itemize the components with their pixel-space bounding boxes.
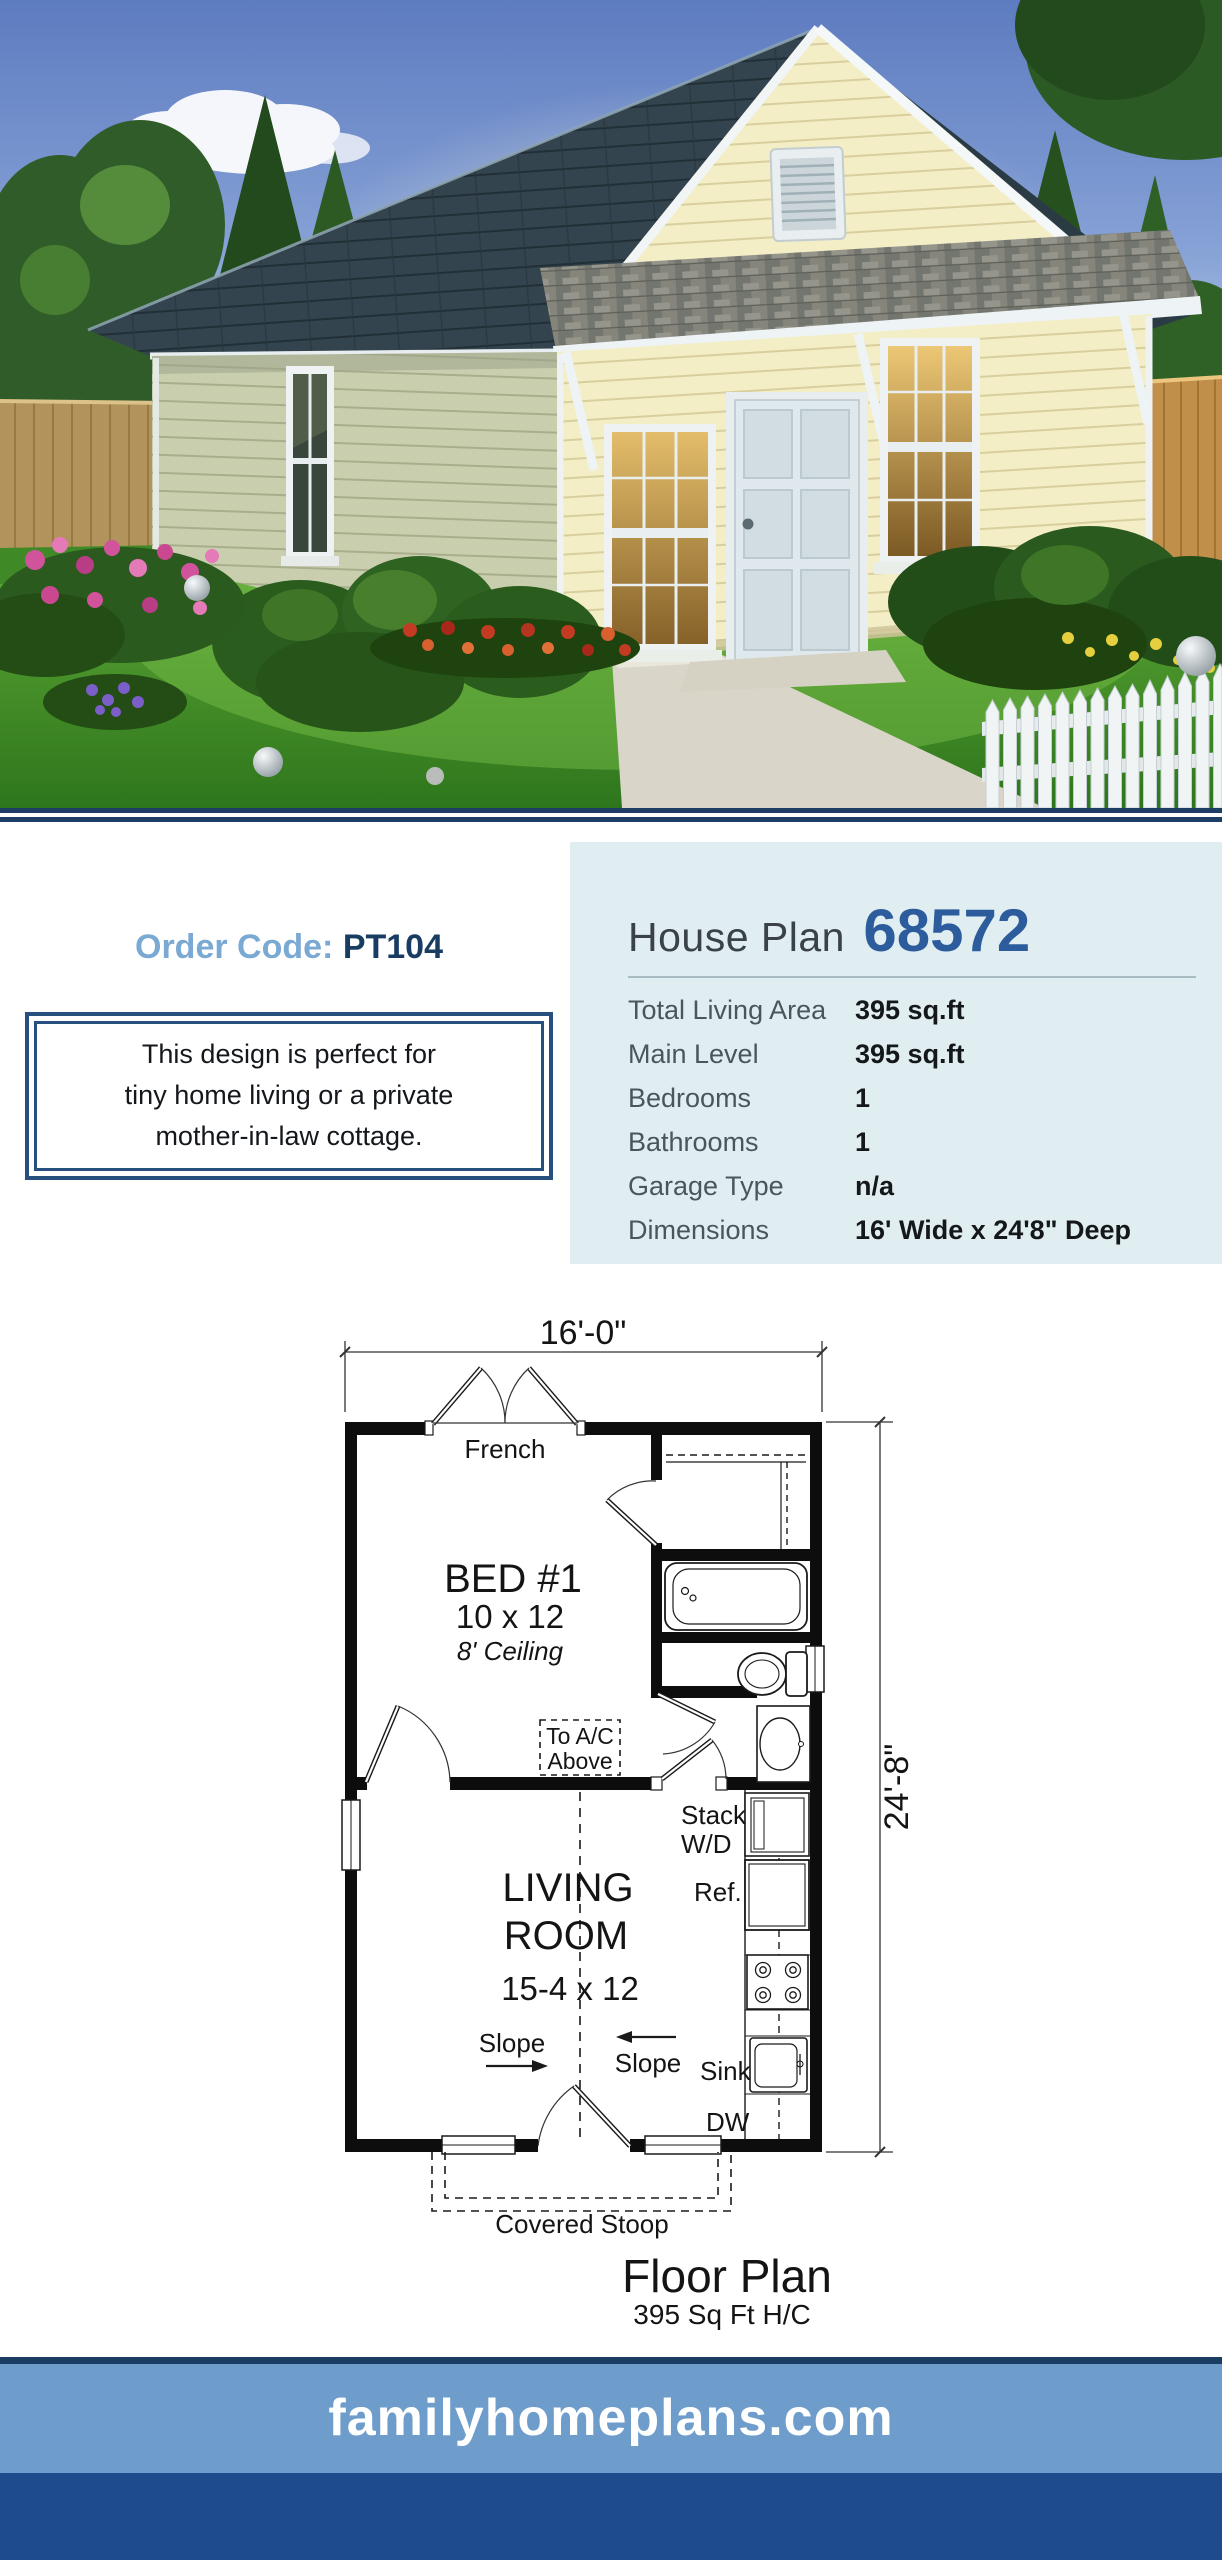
bedroom-name: BED #1 — [444, 1557, 582, 1601]
laundry-label-line2: W/D — [681, 1829, 732, 1859]
footer-top-rule — [0, 2357, 1222, 2364]
ac-note-line2: Above — [547, 1748, 613, 1774]
garden-sphere — [253, 747, 283, 777]
bedroom-ceiling: 8' Ceiling — [456, 1636, 564, 1666]
garden-sphere — [184, 575, 210, 601]
footer-bottom-band — [0, 2473, 1222, 2560]
bath-fixtures — [665, 1563, 810, 1782]
floor-plan-area-note: 395 Sq Ft H/C — [633, 2299, 811, 2330]
sink-label: Sink — [700, 2056, 751, 2086]
plan-number: 68572 — [863, 897, 1031, 964]
order-code-value: PT104 — [342, 928, 443, 966]
ac-note-line1: To A/C — [546, 1723, 614, 1749]
description-box — [25, 1012, 553, 1180]
spec-value: n/a — [855, 1170, 895, 1201]
french-door-label: French — [464, 1434, 546, 1464]
description-line: tiny home living or a private — [124, 1080, 454, 1110]
plan-info-panel — [570, 842, 1222, 1264]
spec-label: Dimensions — [628, 1214, 770, 1245]
front-window-left — [598, 424, 722, 662]
laundry-label-line1: Stack — [681, 1800, 747, 1830]
separator-line-bottom — [0, 817, 1222, 822]
spec-row — [628, 988, 1198, 1032]
refrigerator-label: Ref. — [694, 1877, 742, 1907]
spec-table — [628, 988, 1198, 1252]
spec-row — [628, 1120, 1198, 1164]
living-room-name-line2: ROOM — [503, 1914, 629, 1958]
spec-value: 395 sq.ft — [855, 994, 965, 1025]
spec-value: 16' Wide x 24'8" Deep — [855, 1214, 1132, 1245]
spec-value: 1 — [855, 1126, 871, 1157]
kitchen-fixtures — [745, 1790, 810, 2139]
spec-label: Main Level — [628, 1038, 759, 1069]
depth-dimension-label: 24'-8" — [877, 1743, 916, 1831]
description-box-inner — [34, 1021, 544, 1171]
spec-label: Garage Type — [628, 1170, 784, 1201]
spec-value: 1 — [855, 1082, 871, 1113]
description-line: This design is perfect for — [141, 1039, 437, 1069]
living-room-size: 15-4 x 12 — [501, 1970, 639, 2007]
order-code — [25, 922, 553, 972]
footer-banner — [0, 2364, 1222, 2473]
spec-row — [628, 1208, 1198, 1252]
plan-labels — [444, 1314, 916, 2330]
spec-row — [628, 1032, 1198, 1076]
door-knob — [743, 519, 754, 530]
spec-value: 395 sq.ft — [855, 1038, 965, 1069]
spec-label: Bedrooms — [628, 1082, 752, 1113]
plan-title-prefix: House Plan — [628, 914, 845, 960]
covered-stoop-label: Covered Stoop — [495, 2209, 669, 2239]
gable-vent — [770, 147, 845, 241]
slope-left-label: Slope — [478, 2028, 546, 2058]
spec-row — [628, 1164, 1198, 1208]
stoop-outline — [432, 2152, 731, 2211]
description-line: mother-in-law cottage. — [155, 1121, 423, 1151]
order-code-label: Order Code: — [135, 928, 334, 966]
spec-row — [628, 1076, 1198, 1120]
slope-right-label: Slope — [614, 2048, 682, 2078]
front-door — [726, 392, 868, 668]
spec-label: Total Living Area — [628, 994, 827, 1025]
side-window — [281, 366, 339, 566]
plan-title — [628, 898, 1030, 980]
floor-plan-title: Floor Plan — [622, 2250, 832, 2302]
front-window-right — [874, 338, 986, 574]
bath-closet-lines — [666, 1455, 806, 1549]
floor-plan-drawing — [300, 1305, 922, 2355]
spec-label: Bathrooms — [628, 1126, 759, 1157]
bedroom-size: 10 x 12 — [455, 1598, 565, 1635]
dishwasher-label: DW — [706, 2107, 750, 2137]
width-dimension-label: 16'-0" — [539, 1314, 627, 1352]
cottage-photo — [0, 0, 1222, 808]
stove — [747, 1955, 808, 2009]
website-link[interactable]: familyhomeplans.com — [328, 2389, 894, 2447]
doors — [366, 1368, 726, 2146]
living-room-name-line1: LIVING — [502, 1866, 634, 1910]
panel-divider — [628, 976, 1196, 978]
